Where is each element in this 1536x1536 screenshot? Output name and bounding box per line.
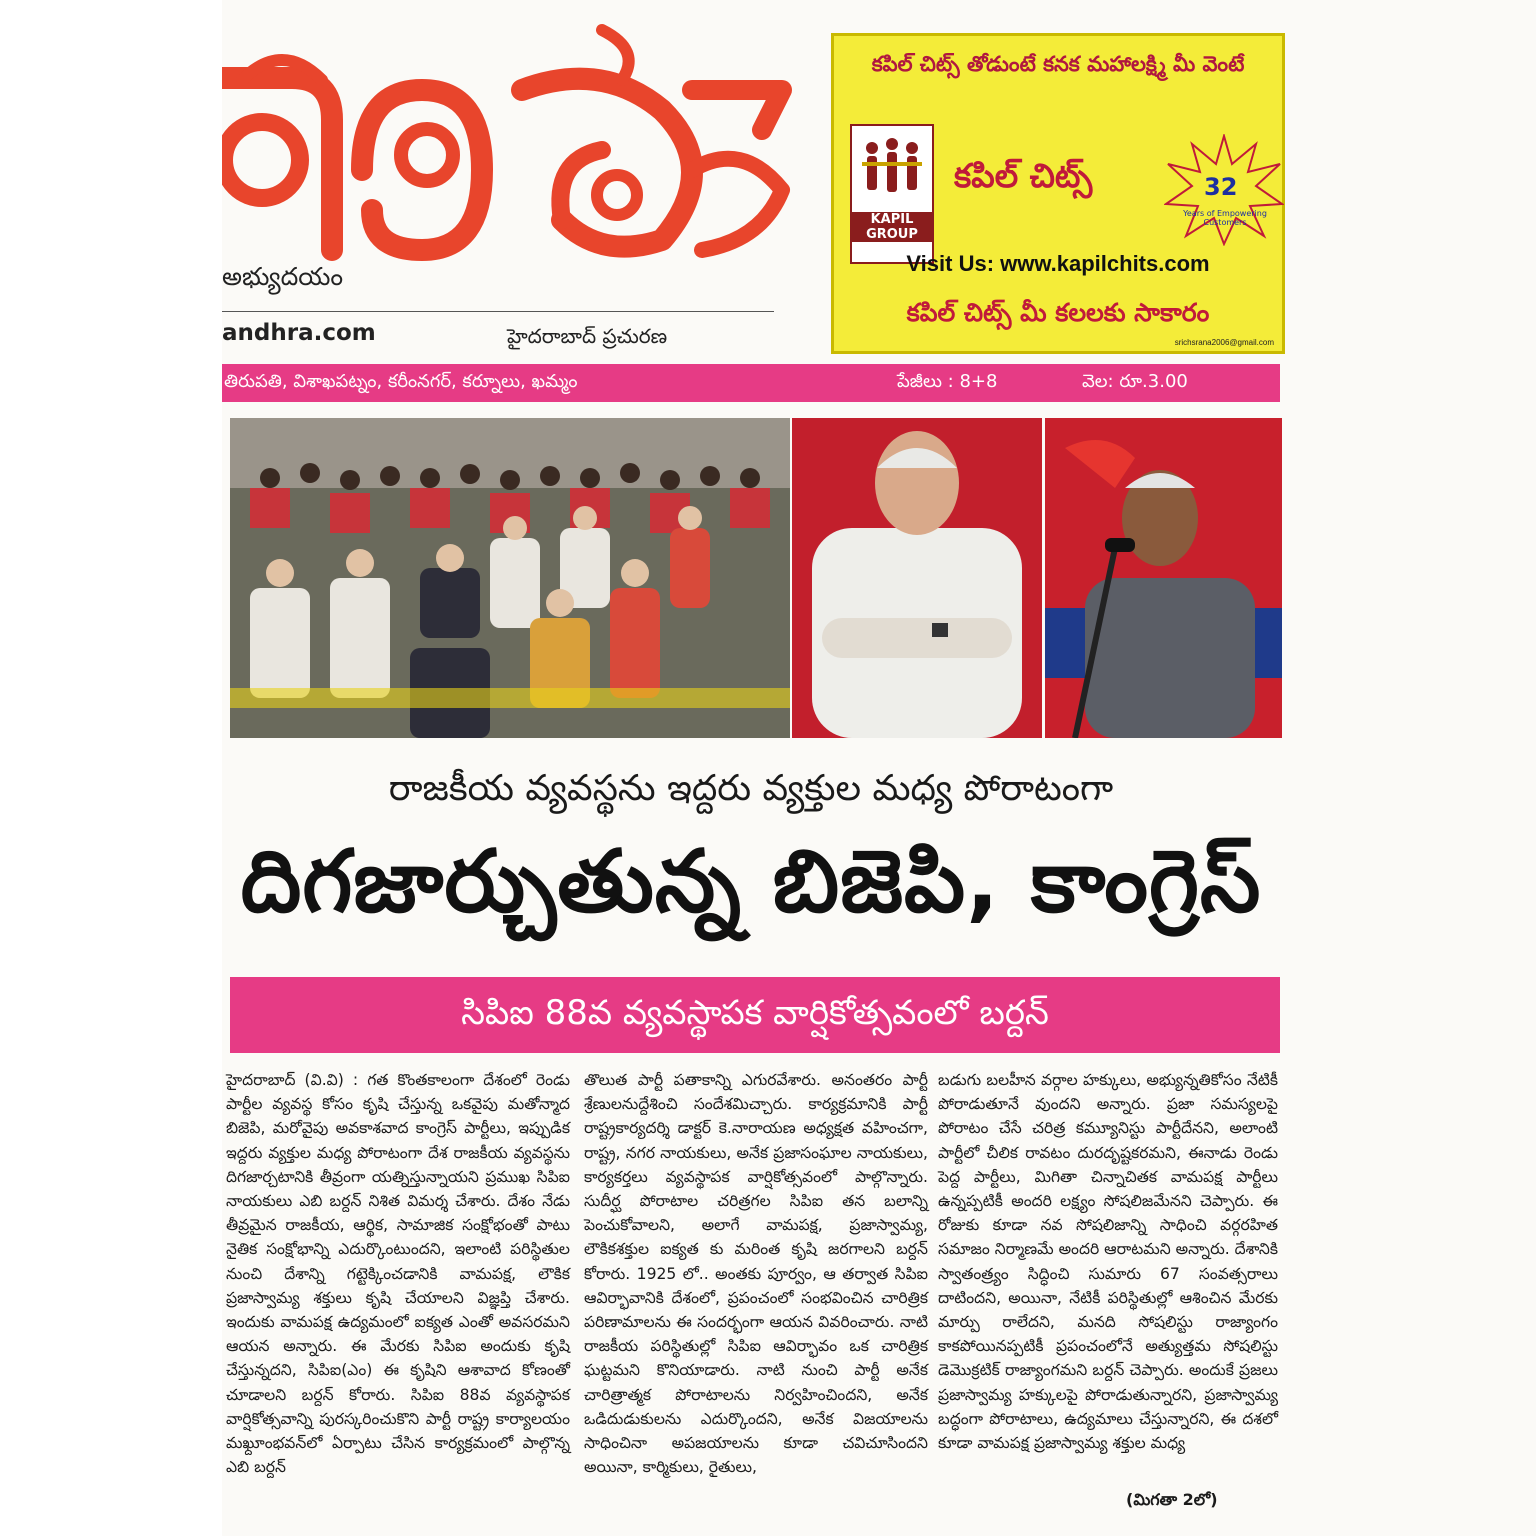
article-column-3: బడుగు బలహీన వర్గాల హక్కులు, అభ్యున్నతికోసం నేటికీ పోరాడుతూనే వుందని అన్నారు. ప్రజా సమస్యలపై పోరాటం చేసే చరిత్ర కమ్యూనిస్టు పార్టీదేనని, అలాంటి పార్టీలో చీలిక రావటం దురదృష్టకరమని, ఈనాడు రెండు పెద్ద పార్టీలు, మిగితా చిన్నాచితక వామపక్ష పార్టీలు ఉన్నప్పటికీ అందరి లక్ష్యం సోషలిజమేనని చెప్పారు. ఈ రోజుకు కూడా నవ సోషలిజాన్ని సాధించి వర్గరహిత సమాజం నిర్మాణమే అందరి ఆరాటమని అన్నారు. దేశానికి స్వాతంత్ర్యం సిద్ధించి సుమారు 67 సంవత్సరాలు దాటిందని, అయినా, నేటికీ పరిస్థితుల్లో ఆశించిన మేరకు మార్పు రాలేదని, మనది సోషలిస్టు రాజ్యాంగం కాకపోయినప్పటికీ ప్రపంచంలోనే అత్యుత్తమ సోషలిస్టు డెమొక్రటిక్ రాజ్యాంగమని బర్దన్ చెప్పారు. అందుకే ప్రజలు ప్రజాస్వామ్య హక్కులపై పోరాడుతున్నారని, ప్రజాస్వామ్య బద్ధంగా పోరాటాలు, ఉద్యమాలు చేస్తున్నారని, ఈ దశలో కూడా వామపక్ష ప్రజాస్వామ్య శక్తుల మధ్య xyxy=(938,1071,1278,1453)
ad-website-url[interactable]: Visit Us: www.kapilchits.com xyxy=(906,251,1210,276)
masthead-divider xyxy=(222,311,774,312)
ad-badge-number: 32 xyxy=(1204,173,1238,201)
edition-strip xyxy=(222,364,1280,402)
article-deck xyxy=(230,977,1280,1053)
masthead-edition: హైదరాబాద్ ప్రచురణ xyxy=(507,324,668,348)
ad-bottom-line: కపిల్ చిట్స్ మీ కలలకు సాకారం xyxy=(906,298,1210,327)
article-deck-text: సిపిఐ 88వ వ్యవస్థాపక వార్షికోత్సవంలో బర్దన్ xyxy=(461,993,1049,1033)
speaker-photo xyxy=(1045,418,1282,738)
kapil-group-logo xyxy=(850,124,934,264)
article-headline: దిగజార్చుతున్న బిజెపి, కాంగ్రెస్ xyxy=(240,832,1262,932)
ad-top-line: కపిల్ చిట్స్ తోడుంటే కనక మహాలక్ష్మి మీ వెంటే xyxy=(871,52,1245,76)
continued-on-page[interactable]: (మిగతా 2లో) xyxy=(1126,1490,1218,1509)
ad-badge-caption: Years of Empowering Customers xyxy=(1183,209,1267,227)
newspaper-page xyxy=(222,0,1536,1536)
leader-photo xyxy=(792,418,1042,738)
article-kicker: రాజకీయ వ్యవస్థను ఇద్దరు వ్యక్తుల మధ్య పోరాటంగా xyxy=(388,768,1114,809)
article-column-2: తొలుత పార్టీ పతాకాన్ని ఎగురవేశారు. అనంతరం పార్టీ శ్రేణులనుద్దేశించి సందేశమిచ్చారు. కార్యక్రమానికి పార్టీ రాష్ట్రకార్యదర్శి డాక్టర్ కె.నారాయణ అధ్యక్షత వహించగా, రాష్ట్ర, నగర నాయకులు, అనేక ప్రజాసంఘాల నాయకులు, కార్యకర్తలు వ్యవస్థాపక వార్షికోత్సవంలో పాల్గొన్నారు. సుదీర్ఘ పోరాటాల చరిత్రగల సిపిఐ తన బలాన్ని పెంచుకోవాలని, అలాగే వామపక్ష, ప్రజాస్వామ్య, లౌకికశక్తుల ఐక్యత కు మరింత కృషి జరగాలని బర్దన్ కోరారు. 1925 లో.. అంతకు పూర్వం, ఆ తర్వాత సిపిఐ ఆవిర్భావానికి దేశంలో, ప్రపంచంలో సంభవించిన చారిత్రిక పరిణామాలను ఈ సందర్భంగా ఆయన వివరించారు. నాటి రాజకీయ పరిస్థితుల్లో సిపిఐ ఆవిర్భావం ఒక చారిత్రిక ఘట్టమని కొనియాడారు. నాటి నుంచి పార్టీ అనేక చారిత్రాత్మక పోరాటాలను నిర్వహించిందని, అనేక ఒడిదుడుకులను ఎదుర్కొందని, అనేక విజయాలను సాధించినా అపజయాలను కూడా చవిచూసిందని అయినా, కార్మికులు, రైతులు, xyxy=(584,1071,928,1477)
ad-brand-name: కపిల్ చిట్స్ xyxy=(954,156,1093,195)
masthead-tagline: అభ్యుదయం xyxy=(222,262,344,291)
page-count: పేజీలు : 8+8 xyxy=(897,371,998,392)
masthead-website: andhra.com xyxy=(222,320,376,346)
masthead-logo xyxy=(222,20,802,265)
edition-cities: తిరుపతి, విశాఖపట్నం, కరీంనగర్, కర్నూలు, ఖమ్మం xyxy=(224,371,578,392)
audience-photo xyxy=(230,418,790,738)
cover-price: వెల: రూ.3.00 xyxy=(1082,371,1188,392)
ad-email: srichsrana2006@gmail.com xyxy=(1174,338,1274,347)
article-column-1: హైదరాబాద్ (వి.వి) : గత కొంతకాలంగా దేశంలో రెండు పార్టీల వ్యవస్థ కోసం కృషి చేస్తున్న ఒకవైపు మతోన్మాద బిజెపి, మరోవైపు అవకాశవాద కాంగ్రెస్ పార్టీలు, ఇప్పుడిక ఇద్దరు వ్యక్తుల మధ్య పోరాటంగా దేశ రాజకీయ వ్యవస్థను దిగజార్చటానికి తీవ్రంగా యత్నిస్తున్నాయని ప్రముఖ సిపిఐ నాయకులు ఎబి బర్దన్ నిశిత విమర్శ చేశారు. దేశం నేడు తీవ్రమైన రాజకీయ, ఆర్థిక, సామాజిక సంక్షోభంతో పాటు నైతిక సంక్షోభాన్ని ఎదుర్కొంటుందని, ఇలాంటి పరిస్థితుల నుంచి దేశాన్ని గట్టెక్కించడానికి వామపక్ష, లౌకిక ప్రజాస్వామ్య శక్తులు కృషి చేయాలని విజ్ఞప్తి చేశారు. ఇందుకు వామపక్ష ఉద్యమంలో ఐక్యత ఎంతో అవసరమని ఆయన అన్నారు. ఈ మేరకు సిపిఐ అందుకు కృషి చేస్తున్నదని, సిపిఐ(ఎం) ఈ కృషిని ఆశావాద కోణంతో చూడాలని బర్దన్ కోరారు. సిపిఐ 88వ వ్యవస్థాపక వార్షికోత్సవాన్ని పురస్కరించుకొని పార్టీ రాష్ట్ర కార్యాలయం మఖ్దూంభవన్‌లో ఏర్పాటు చేసిన కార్యక్రమంలో పాల్గొన్న ఎబి బర్దన్ xyxy=(226,1071,570,1477)
ad-logo-label: KAPIL GROUP xyxy=(852,212,932,242)
kapil-chits-advertisement xyxy=(831,33,1285,354)
people-icon xyxy=(858,134,926,214)
